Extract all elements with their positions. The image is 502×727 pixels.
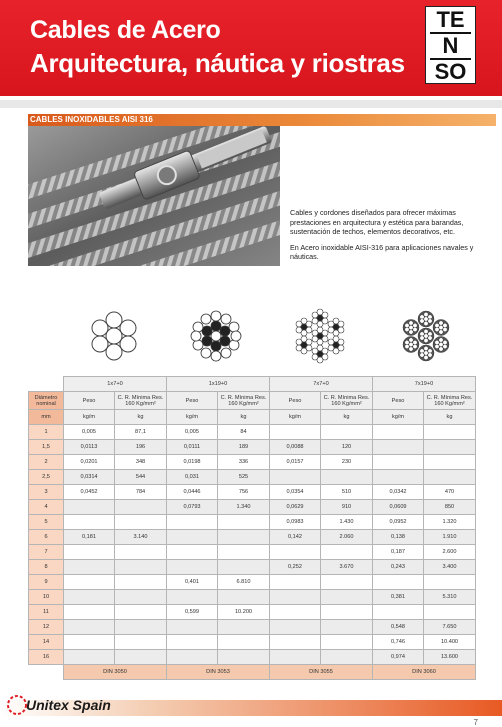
table-row bbox=[29, 590, 476, 605]
logo-row-3: SO bbox=[434, 59, 467, 84]
page-number: 7 bbox=[473, 718, 478, 727]
group-header-row bbox=[29, 377, 476, 392]
cr-cell bbox=[218, 590, 270, 605]
cr-cell: 348 bbox=[115, 455, 167, 470]
cr-cell: 525 bbox=[218, 470, 270, 485]
table-row bbox=[29, 575, 476, 590]
page-title-line2: Arquitectura, náutica y riostras bbox=[30, 48, 405, 78]
peso-cell bbox=[64, 500, 115, 515]
cr-cell: 1.910 bbox=[424, 530, 476, 545]
cr-cell: 2.060 bbox=[321, 530, 373, 545]
corner-blank bbox=[29, 665, 64, 680]
peso-cell: 0,0354 bbox=[270, 485, 321, 500]
diameter-cell: 1 bbox=[29, 425, 64, 440]
table-row bbox=[29, 605, 476, 620]
peso-cell: 0,0088 bbox=[270, 440, 321, 455]
peso-cell: 0,005 bbox=[167, 425, 218, 440]
cr-cell: 470 bbox=[424, 485, 476, 500]
unit-cr: kg bbox=[218, 410, 270, 425]
peso-cell: 0,0609 bbox=[373, 500, 424, 515]
peso-cell bbox=[373, 425, 424, 440]
cr-cell bbox=[218, 530, 270, 545]
peso-cell bbox=[167, 650, 218, 665]
description-paragraph: Cables y cordones diseñados para ofrecer máximas prestaciones en arquitectura y estética para barandas, sustentación de techos, elementos decorativos, etc. bbox=[290, 208, 464, 237]
diameter-cell: 14 bbox=[29, 635, 64, 650]
cr-cell bbox=[115, 515, 167, 530]
peso-cell: 0,0952 bbox=[373, 515, 424, 530]
footer-row bbox=[29, 665, 476, 680]
table-row bbox=[29, 485, 476, 500]
unit-row bbox=[29, 410, 476, 425]
cr-cell: 1.320 bbox=[424, 515, 476, 530]
subheader-row bbox=[29, 392, 476, 410]
peso-cell: 0,974 bbox=[373, 650, 424, 665]
cr-cell bbox=[218, 650, 270, 665]
peso-cell: 0,0111 bbox=[167, 440, 218, 455]
cr-cell: 6.810 bbox=[218, 575, 270, 590]
cr-cell bbox=[115, 500, 167, 515]
cr-cell bbox=[321, 470, 373, 485]
peso-cell: 0,187 bbox=[373, 545, 424, 560]
diameter-cell: 8 bbox=[29, 560, 64, 575]
cr-cell bbox=[218, 515, 270, 530]
cr-cell bbox=[115, 605, 167, 620]
peso-cell bbox=[167, 590, 218, 605]
peso-cell: 0,548 bbox=[373, 620, 424, 635]
cr-cell: 5.310 bbox=[424, 590, 476, 605]
table-row bbox=[29, 515, 476, 530]
cr-header: C. R. Mínima Res. 160 Kg/mm² bbox=[218, 392, 270, 410]
peso-cell: 0,252 bbox=[270, 560, 321, 575]
table-row bbox=[29, 440, 476, 455]
peso-cell bbox=[373, 470, 424, 485]
peso-cell: 0,0113 bbox=[64, 440, 115, 455]
cr-cell: 230 bbox=[321, 455, 373, 470]
peso-cell: 0,0629 bbox=[270, 500, 321, 515]
unit-peso: kg/m bbox=[270, 410, 321, 425]
cr-cell bbox=[218, 620, 270, 635]
peso-cell bbox=[270, 545, 321, 560]
peso-cell: 0,381 bbox=[373, 590, 424, 605]
peso-cell bbox=[64, 560, 115, 575]
peso-cell: 0,0342 bbox=[373, 485, 424, 500]
unit-peso: kg/m bbox=[167, 410, 218, 425]
cr-cell: 10.400 bbox=[424, 635, 476, 650]
table-row bbox=[29, 560, 476, 575]
diameter-cell: 2,5 bbox=[29, 470, 64, 485]
product-description bbox=[290, 208, 490, 268]
peso-cell bbox=[64, 515, 115, 530]
peso-cell bbox=[270, 620, 321, 635]
peso-cell bbox=[167, 515, 218, 530]
cable-photo-illustration bbox=[28, 126, 280, 266]
diameter-cell: 5 bbox=[29, 515, 64, 530]
cr-cell bbox=[321, 590, 373, 605]
peso-cell: 0,0793 bbox=[167, 500, 218, 515]
peso-cell: 0,142 bbox=[270, 530, 321, 545]
cr-cell bbox=[424, 455, 476, 470]
cr-cell bbox=[321, 425, 373, 440]
unitex-logo-icon bbox=[6, 694, 28, 716]
cr-cell bbox=[115, 650, 167, 665]
cr-cell bbox=[115, 620, 167, 635]
section-label: CABLES INOXIDABLES AISI 316 bbox=[30, 115, 153, 124]
peso-cell bbox=[64, 650, 115, 665]
peso-cell bbox=[270, 470, 321, 485]
table-row bbox=[29, 425, 476, 440]
cr-cell bbox=[115, 545, 167, 560]
table-row bbox=[29, 530, 476, 545]
peso-cell bbox=[270, 605, 321, 620]
peso-cell: 0,138 bbox=[373, 530, 424, 545]
diameter-cell: 10 bbox=[29, 590, 64, 605]
cr-cell: 544 bbox=[115, 470, 167, 485]
peso-cell bbox=[64, 635, 115, 650]
group-header: 1x19+0 bbox=[167, 377, 270, 392]
peso-cell bbox=[373, 455, 424, 470]
peso-cell bbox=[167, 545, 218, 560]
cr-cell: 189 bbox=[218, 440, 270, 455]
peso-cell: 0,401 bbox=[167, 575, 218, 590]
cr-cell: 910 bbox=[321, 500, 373, 515]
cr-cell: 84 bbox=[218, 425, 270, 440]
peso-cell bbox=[64, 590, 115, 605]
diameter-cell: 16 bbox=[29, 650, 64, 665]
peso-cell: 0,0446 bbox=[167, 485, 218, 500]
peso-cell: 0,0983 bbox=[270, 515, 321, 530]
cr-cell: 196 bbox=[115, 440, 167, 455]
cable-spec-table bbox=[28, 376, 476, 680]
cr-cell bbox=[218, 545, 270, 560]
cr-cell bbox=[115, 575, 167, 590]
steel-cable-photo bbox=[28, 126, 280, 266]
cr-cell: 850 bbox=[424, 500, 476, 515]
diameter-cell: 12 bbox=[29, 620, 64, 635]
mm-unit: mm bbox=[29, 410, 64, 425]
peso-header: Peso bbox=[270, 392, 321, 410]
description-paragraph: En Acero inoxidable AISI-316 para aplicaciones navales y náuticas. bbox=[290, 242, 474, 262]
din-standard: DIN 3060 bbox=[373, 665, 476, 680]
cr-cell bbox=[115, 560, 167, 575]
peso-cell: 0,0201 bbox=[64, 455, 115, 470]
cr-cell bbox=[321, 545, 373, 560]
peso-cell bbox=[373, 440, 424, 455]
peso-cell: 0,0157 bbox=[270, 455, 321, 470]
unit-peso: kg/m bbox=[373, 410, 424, 425]
peso-cell bbox=[167, 620, 218, 635]
diameter-cell: 7 bbox=[29, 545, 64, 560]
group-header: 7x7+0 bbox=[270, 377, 373, 392]
cr-cell bbox=[321, 575, 373, 590]
peso-cell: 0,0314 bbox=[64, 470, 115, 485]
corner-blank bbox=[29, 377, 64, 392]
cr-cell bbox=[321, 635, 373, 650]
unit-peso: kg/m bbox=[64, 410, 115, 425]
cr-cell: 7.650 bbox=[424, 620, 476, 635]
peso-cell bbox=[167, 560, 218, 575]
peso-cell bbox=[270, 575, 321, 590]
diameter-cell: 3 bbox=[29, 485, 64, 500]
peso-cell: 0,599 bbox=[167, 605, 218, 620]
din-standard: DIN 3055 bbox=[270, 665, 373, 680]
peso-cell: 0,005 bbox=[64, 425, 115, 440]
cr-header: C. R. Mínima Res. 160 Kg/mm² bbox=[424, 392, 476, 410]
cr-cell: 87,1 bbox=[115, 425, 167, 440]
logo-row-1: TE bbox=[436, 7, 465, 32]
cr-cell bbox=[424, 575, 476, 590]
cr-header: C. R. Mínima Res. 160 Kg/mm² bbox=[115, 392, 167, 410]
cr-cell: 13.600 bbox=[424, 650, 476, 665]
page-header bbox=[0, 0, 502, 96]
peso-header: Peso bbox=[167, 392, 218, 410]
cr-cell: 120 bbox=[321, 440, 373, 455]
cable-1x7-cross-section-icon bbox=[84, 306, 144, 366]
diameter-cell: 6 bbox=[29, 530, 64, 545]
cr-cell: 3.400 bbox=[424, 560, 476, 575]
cr-cell: 784 bbox=[115, 485, 167, 500]
cr-cell bbox=[424, 470, 476, 485]
cable-7x7-cross-section-icon bbox=[290, 306, 350, 366]
page-footer bbox=[0, 690, 502, 727]
table-row bbox=[29, 635, 476, 650]
peso-cell bbox=[167, 530, 218, 545]
diameter-header: Diámetro nominal bbox=[29, 392, 64, 410]
cr-cell: 1.340 bbox=[218, 500, 270, 515]
peso-cell: 0,746 bbox=[373, 635, 424, 650]
cr-cell: 756 bbox=[218, 485, 270, 500]
cr-cell bbox=[218, 560, 270, 575]
peso-cell bbox=[64, 620, 115, 635]
table-row bbox=[29, 500, 476, 515]
cr-cell bbox=[321, 605, 373, 620]
peso-header: Peso bbox=[373, 392, 424, 410]
peso-cell: 0,0452 bbox=[64, 485, 115, 500]
diameter-cell: 1,5 bbox=[29, 440, 64, 455]
unit-cr: kg bbox=[424, 410, 476, 425]
cr-cell bbox=[115, 635, 167, 650]
cr-cell bbox=[321, 620, 373, 635]
cr-cell: 3.140 bbox=[115, 530, 167, 545]
peso-cell bbox=[270, 425, 321, 440]
peso-header: Peso bbox=[64, 392, 115, 410]
table-row bbox=[29, 620, 476, 635]
peso-cell bbox=[64, 545, 115, 560]
din-standard: DIN 3050 bbox=[64, 665, 167, 680]
peso-cell: 0,0198 bbox=[167, 455, 218, 470]
peso-cell bbox=[64, 575, 115, 590]
cr-cell bbox=[424, 425, 476, 440]
cr-cell: 510 bbox=[321, 485, 373, 500]
cr-cell bbox=[115, 590, 167, 605]
peso-cell bbox=[167, 635, 218, 650]
cr-cell bbox=[218, 635, 270, 650]
table-row bbox=[29, 470, 476, 485]
cr-cell bbox=[321, 650, 373, 665]
unit-cr: kg bbox=[115, 410, 167, 425]
diameter-cell: 11 bbox=[29, 605, 64, 620]
cr-cell: 2.600 bbox=[424, 545, 476, 560]
cable-7x19-cross-section-icon bbox=[396, 306, 456, 366]
diameter-cell: 2 bbox=[29, 455, 64, 470]
tenso-logo bbox=[425, 6, 476, 84]
cr-cell bbox=[424, 440, 476, 455]
group-header: 7x19+0 bbox=[373, 377, 476, 392]
header-shadow-band bbox=[0, 100, 502, 108]
peso-cell: 0,243 bbox=[373, 560, 424, 575]
din-standard: DIN 3053 bbox=[167, 665, 270, 680]
peso-cell: 0,181 bbox=[64, 530, 115, 545]
cr-cell bbox=[424, 605, 476, 620]
cable-1x19-cross-section-icon bbox=[186, 306, 246, 366]
cr-cell: 10.200 bbox=[218, 605, 270, 620]
table-body bbox=[29, 425, 476, 665]
peso-cell bbox=[64, 605, 115, 620]
peso-cell bbox=[373, 605, 424, 620]
brand-name: Unitex Spain bbox=[26, 697, 111, 713]
group-header: 1x7+0 bbox=[64, 377, 167, 392]
page-title-line1: Cables de Acero bbox=[30, 16, 221, 44]
unit-cr: kg bbox=[321, 410, 373, 425]
peso-cell bbox=[373, 575, 424, 590]
table-row bbox=[29, 650, 476, 665]
cr-cell: 3.670 bbox=[321, 560, 373, 575]
cr-header: C. R. Mínima Res. 160 Kg/mm² bbox=[321, 392, 373, 410]
diameter-cell: 4 bbox=[29, 500, 64, 515]
peso-cell bbox=[270, 650, 321, 665]
peso-cell: 0,031 bbox=[167, 470, 218, 485]
logo-row-2: N bbox=[442, 33, 459, 58]
cr-cell: 336 bbox=[218, 455, 270, 470]
diameter-cell: 9 bbox=[29, 575, 64, 590]
cr-cell: 1.430 bbox=[321, 515, 373, 530]
peso-cell bbox=[270, 590, 321, 605]
table-row bbox=[29, 545, 476, 560]
section-bar bbox=[28, 114, 496, 126]
table-row bbox=[29, 455, 476, 470]
peso-cell bbox=[270, 635, 321, 650]
